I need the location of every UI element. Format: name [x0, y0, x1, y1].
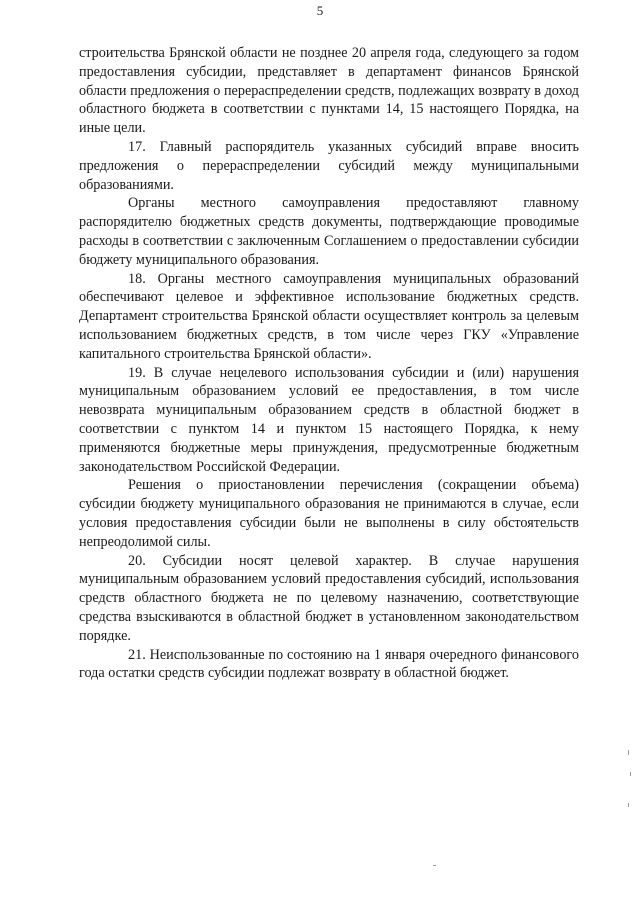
scan-speck: [628, 750, 629, 755]
scan-speck: [630, 772, 631, 776]
scan-speck: [628, 803, 629, 807]
paragraph-18: 18. Органы местного самоуправления муниципальных образований обеспечивают целевое и эффективное использование бюджетных средств. Департамент строительства Брянской области осуществляет контроль за целевым использованием бюджетных средств, в том числе через ГКУ «Управление капитального строительства Брянской области».: [79, 270, 579, 362]
paragraph-17-local-authorities: Органы местного самоуправления предоставляют главному распорядителю бюджетных средств документы, подтверждающие проводимые расходы в соответствии с заключенным Соглашением о предоставлении субсидии бюджету муниципального образования.: [79, 195, 579, 268]
page-number: 5: [316, 3, 324, 18]
paragraph-19: 19. В случае нецелевого использования субсидии и (или) нарушения муниципальным образованием условий ее предоставления, в том числе невозврата муниципальным образованием средств в областной бюджет в соответствии с пунктом 14 и пунктом 15 настоящего Порядка, к нему применяются бюджетные меры принуждения, предусмотренные бюджетным законодательством Российской Федерации.: [79, 364, 579, 475]
paragraph-20: 20. Субсидии носят целевой характер. В случае нарушения муниципальным образованием условий предоставления субсидий, использования средств областного бюджета не по целевому назначению, соответствующие средства взыскиваются в областной бюджет в установленном законодательством порядке.: [79, 552, 579, 644]
paragraph-19-decisions: Решения о приостановлении перечисления (сокращении объема) субсидии бюджету муниципального образования не принимаются в случае, если условия предоставления субсидии были не выполнены в силу обстоятельств непреодолимой силы.: [79, 477, 579, 550]
scan-speck: [433, 865, 436, 866]
paragraph-21: 21. Неиспользованные по состоянию на 1 января очередного финансового года остатки средств субсидии подлежат возврату в областной бюджет.: [79, 646, 579, 682]
paragraph-17: 17. Главный распорядитель указанных субсидий вправе вносить предложения о перераспределении субсидий между муниципальными образованиями.: [79, 138, 579, 193]
document-body: [79, 44, 579, 683]
paragraph-16-continuation: строительства Брянской области не позднее 20 апреля года, следующего за годом предоставления субсидии, представляет в департамент финансов Брянской области предложения о перераспределении средств, подлежащих возврату в доход областного бюджета в соответствии с пунктами 14, 15 настоящего Порядка, на иные цели.: [79, 45, 579, 137]
